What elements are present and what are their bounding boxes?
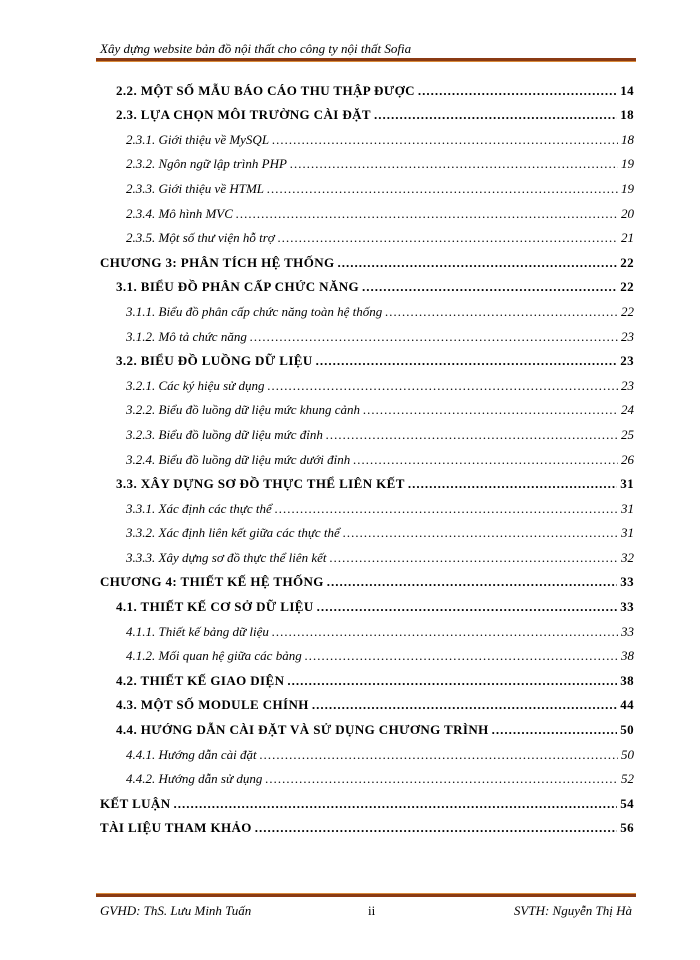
toc-entry [100, 345, 634, 370]
toc-entry-page: 25 [621, 426, 634, 442]
toc-leader-dots [418, 83, 617, 99]
toc-entry-page: 23 [621, 328, 634, 344]
page-number: ii [368, 903, 376, 918]
toc-entry [100, 443, 634, 468]
toc-entry-title: 3.2.1. Các ký hiệu sử dụng [126, 377, 265, 393]
toc-entry [100, 222, 634, 247]
toc-entry-title: 2.3.2. Ngôn ngữ lập trình PHP [126, 156, 287, 172]
toc-entry [100, 787, 634, 812]
toc-leader-dots [278, 230, 618, 246]
toc-leader-dots [250, 329, 618, 345]
toc-leader-dots [174, 796, 618, 812]
toc-entry-page: 22 [620, 254, 634, 270]
footer-student: SVTH: Nguyễn Thị Hà [513, 903, 632, 918]
toc-leader-dots [316, 353, 618, 369]
toc-entry [100, 566, 634, 591]
toc-entry-page: 31 [621, 525, 634, 541]
toc-entry [100, 590, 634, 615]
toc-leader-dots [330, 550, 618, 566]
toc-entry-title: 3.3. XÂY DỰNG SƠ ĐỒ THỰC THỂ LIÊN KẾT [116, 476, 405, 492]
toc-entry-title: 2.3.4. Mô hình MVC [126, 205, 233, 221]
toc-leader-dots [327, 574, 617, 590]
toc-leader-dots [492, 722, 618, 738]
footer-advisor: GVHD: ThS. Lưu Minh Tuấn [100, 903, 252, 918]
toc-leader-dots [305, 648, 618, 664]
toc-leader-dots [343, 525, 618, 541]
toc-entry-title: 3.2.3. Biểu đồ luồng dữ liệu mức đỉnh [126, 426, 323, 442]
toc-entry-title: 2.3.1. Giới thiệu về MySQL [126, 131, 270, 147]
toc-entry-page: 31 [620, 476, 634, 492]
toc-leader-dots [236, 206, 618, 222]
toc-entry [100, 664, 634, 689]
toc-entry-page: 19 [621, 156, 634, 172]
toc-leader-dots [374, 107, 617, 123]
toc-entry-title: 3.1.2. Mô tả chức năng [126, 328, 247, 344]
toc-entry-page: 18 [621, 131, 634, 147]
toc-entry-title: 4.1. THIẾT KẾ CƠ SỞ DỮ LIỆU [116, 599, 314, 615]
toc-entry-title: 3.3.2. Xác định liên kết giữa các thực thể [126, 525, 340, 541]
toc-entry [100, 99, 634, 124]
header-rule [96, 58, 636, 62]
toc-entry-title: 4.4.1. Hướng dẫn cài đặt [126, 746, 257, 762]
toc-leader-dots [353, 452, 618, 468]
toc-entry-title: 2.3.5. Một số thư viện hỗ trợ [126, 230, 275, 246]
running-header: Xây dựng website bản đồ nội thất cho công ty nội thất Sofia [100, 41, 412, 56]
toc-leader-dots [260, 747, 618, 763]
toc-leader-dots [272, 624, 618, 640]
toc-entry [100, 369, 634, 394]
toc-entry-page: 22 [620, 279, 634, 295]
toc-leader-dots [255, 820, 617, 836]
toc-entry [100, 246, 634, 271]
toc-entry-title: 3.2. BIỂU ĐỒ LUỒNG DỮ LIỆU [116, 353, 313, 369]
toc-entry [100, 713, 634, 738]
toc-entry-page: 20 [621, 205, 634, 221]
toc-entry-page: 14 [620, 82, 634, 98]
toc-leader-dots [317, 599, 618, 615]
toc-entry-page: 44 [620, 697, 634, 713]
toc-entry-title: 3.3.1. Xác định các thực thể [126, 500, 272, 516]
toc-leader-dots [385, 304, 618, 320]
toc-leader-dots [267, 181, 618, 197]
toc-entry-page: 33 [620, 599, 634, 615]
toc-entry-page: 31 [621, 500, 634, 516]
toc-entry-page: 23 [620, 353, 634, 369]
toc-entry-page: 56 [620, 820, 634, 836]
toc-entry-title: 3.2.4. Biểu đồ luồng dữ liệu mức dưới đỉnh [126, 451, 351, 467]
toc-leader-dots [338, 255, 618, 271]
toc-entry-page: 22 [621, 303, 634, 319]
toc-entry [100, 492, 634, 517]
toc-entry-page: 21 [621, 230, 634, 246]
toc-entry-title: TÀI LIỆU THAM KHẢO [100, 820, 252, 836]
toc-entry [100, 418, 634, 443]
toc-entry-page: 24 [621, 402, 634, 418]
toc-entry [100, 271, 634, 296]
toc-entry-page: 19 [621, 180, 634, 196]
toc-leader-dots [408, 476, 617, 492]
toc-entry-title: 2.3. LỰA CHỌN MÔI TRƯỜNG CÀI ĐẶT [116, 107, 371, 123]
toc-leader-dots [275, 501, 618, 517]
toc-entry-page: 50 [620, 722, 634, 738]
toc-entry [100, 172, 634, 197]
footer-rule [96, 893, 636, 897]
toc-leader-dots [326, 427, 618, 443]
toc-leader-dots [265, 771, 618, 787]
toc-leader-dots [362, 279, 617, 295]
toc-entry-page: 52 [621, 771, 634, 787]
toc-entry-page: 18 [620, 107, 634, 123]
toc-entry [100, 197, 634, 222]
toc-entry [100, 812, 634, 837]
toc-entry [100, 74, 634, 99]
toc-entry [100, 320, 634, 345]
toc-entry-title: 4.1.1. Thiết kế bảng dữ liệu [126, 623, 269, 639]
toc-entry [100, 689, 634, 714]
toc-entry [100, 148, 634, 173]
toc-entry [100, 394, 634, 419]
toc-entry [100, 468, 634, 493]
toc-entry-page: 33 [620, 574, 634, 590]
toc-entry-page: 50 [621, 746, 634, 762]
toc-entry-title: 2.3.3. Giới thiệu về HTML [126, 180, 265, 196]
toc-entry [100, 640, 634, 665]
toc-entry-title: 3.3.3. Xây dựng sơ đồ thực thể liên kết [126, 549, 327, 565]
toc-leader-dots [268, 378, 618, 394]
toc-entry [100, 295, 634, 320]
toc-entry [100, 123, 634, 148]
toc-entry-title: 4.3. MỘT SỐ MODULE CHÍNH [116, 697, 309, 713]
toc-entry-title: 3.1. BIỂU ĐỒ PHÂN CẤP CHỨC NĂNG [116, 279, 360, 295]
toc-leader-dots [290, 156, 618, 172]
toc-leader-dots [287, 673, 617, 689]
toc-entry-title: 4.4. HƯỚNG DẪN CÀI ĐẶT VÀ SỬ DỤNG CHƯƠNG TRÌNH [116, 722, 489, 738]
toc-entry [100, 541, 634, 566]
toc-entry-title: 3.1.1. Biểu đồ phân cấp chức năng toàn hệ thống [126, 303, 383, 319]
toc-entry [100, 517, 634, 542]
toc-entry-title: 4.4.2. Hướng dẫn sử dụng [126, 771, 263, 787]
toc-entry-title: CHƯƠNG 4: THIẾT KẾ HỆ THỐNG [100, 574, 324, 590]
toc-entry-title: CHƯƠNG 3: PHÂN TÍCH HỆ THỐNG [100, 254, 335, 270]
toc-entry-page: 23 [621, 377, 634, 393]
toc-entry-title: 4.1.2. Mối quan hệ giữa các bảng [126, 648, 302, 664]
toc-entry [100, 763, 634, 788]
table-of-contents [100, 74, 634, 836]
toc-entry-title: KẾT LUẬN [100, 795, 171, 811]
toc-entry-title: 2.2. MỘT SỐ MẪU BÁO CÁO THU THẬP ĐƯỢC [116, 82, 415, 98]
toc-entry-page: 33 [621, 623, 634, 639]
toc-entry-page: 26 [621, 451, 634, 467]
toc-entry-page: 54 [620, 795, 634, 811]
toc-entry [100, 615, 634, 640]
toc-entry-page: 32 [621, 549, 634, 565]
toc-leader-dots [312, 697, 617, 713]
toc-entry [100, 738, 634, 763]
toc-entry-page: 38 [620, 672, 634, 688]
toc-entry-title: 3.2.2. Biểu đồ luồng dữ liệu mức khung cảnh [126, 402, 361, 418]
toc-leader-dots [363, 402, 618, 418]
toc-entry-title: 4.2. THIẾT KẾ GIAO DIỆN [116, 672, 285, 688]
toc-entry-page: 38 [621, 648, 634, 664]
toc-leader-dots [272, 132, 618, 148]
